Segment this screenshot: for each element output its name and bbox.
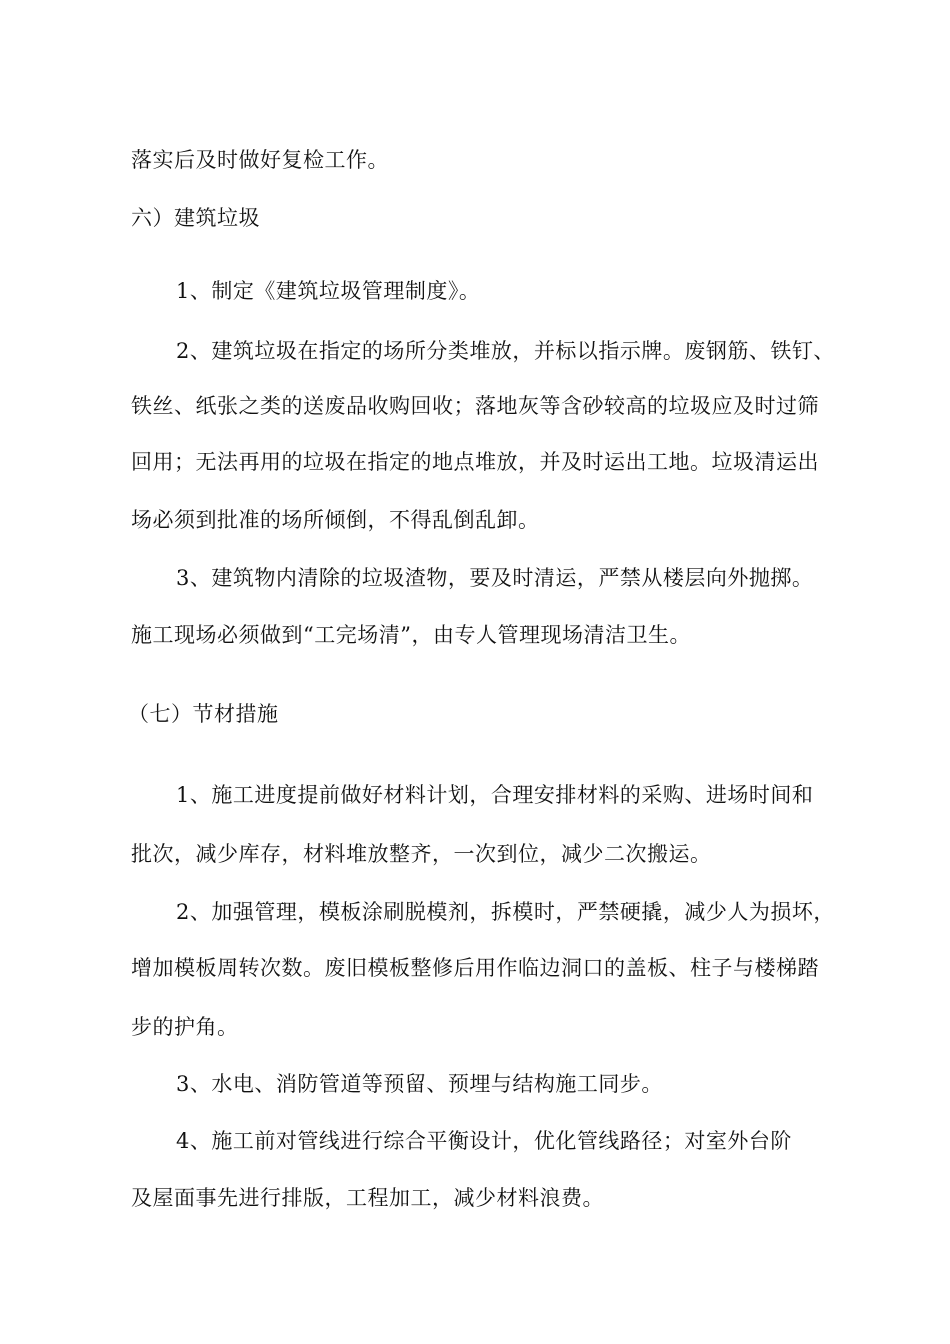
- paragraph-line: 3、水电、消防管道等预留、预埋与结构施工同步。: [176, 1072, 663, 1096]
- paragraph-line: 落实后及时做好复检工作。: [131, 148, 389, 172]
- paragraph-line: 2、建筑垃圾在指定的场所分类堆放，并标以指示牌。废钢筋、铁钉、: [176, 339, 835, 363]
- section-heading: （七）节材措施: [128, 702, 279, 726]
- paragraph-line: 铁丝、纸张之类的送废品收购回收；落地灰等含砂较高的垃圾应及时过筛: [131, 394, 819, 418]
- paragraph-line: 4、施工前对管线进行综合平衡设计，优化管线路径；对室外台阶: [176, 1129, 792, 1153]
- paragraph-line: 增加模板周转次数。废旧模板整修后用作临边洞口的盖板、柱子与楼梯踏: [131, 956, 819, 980]
- paragraph-line: 及屋面事先进行排版，工程加工，减少材料浪费。: [131, 1186, 604, 1210]
- paragraph-line: 施工现场必须做到“工完场清”，由专人管理现场清洁卫生。: [131, 623, 691, 647]
- paragraph-line: 2、加强管理，模板涂刷脱模剂，拆模时，严禁硬撬，减少人为损坏，: [176, 900, 835, 924]
- paragraph-line: 1、施工进度提前做好材料计划，合理安排材料的采购、进场时间和: [176, 783, 814, 807]
- paragraph-line: 3、建筑物内清除的垃圾渣物，要及时清运，严禁从楼层向外抛掷。: [176, 566, 814, 590]
- paragraph-line: 回用；无法再用的垃圾在指定的地点堆放，并及时运出工地。垃圾清运出: [131, 450, 819, 474]
- paragraph-line: 批次，减少库存，材料堆放整齐，一次到位，减少二次搬运。: [131, 842, 712, 866]
- paragraph-line: 步的护角。: [131, 1015, 239, 1039]
- paragraph-line: 1、制定《建筑垃圾管理制度》。: [176, 279, 481, 303]
- section-heading: 六）建筑垃圾: [131, 206, 260, 230]
- paragraph-line: 场必须到批准的场所倾倒，不得乱倒乱卸。: [131, 508, 540, 532]
